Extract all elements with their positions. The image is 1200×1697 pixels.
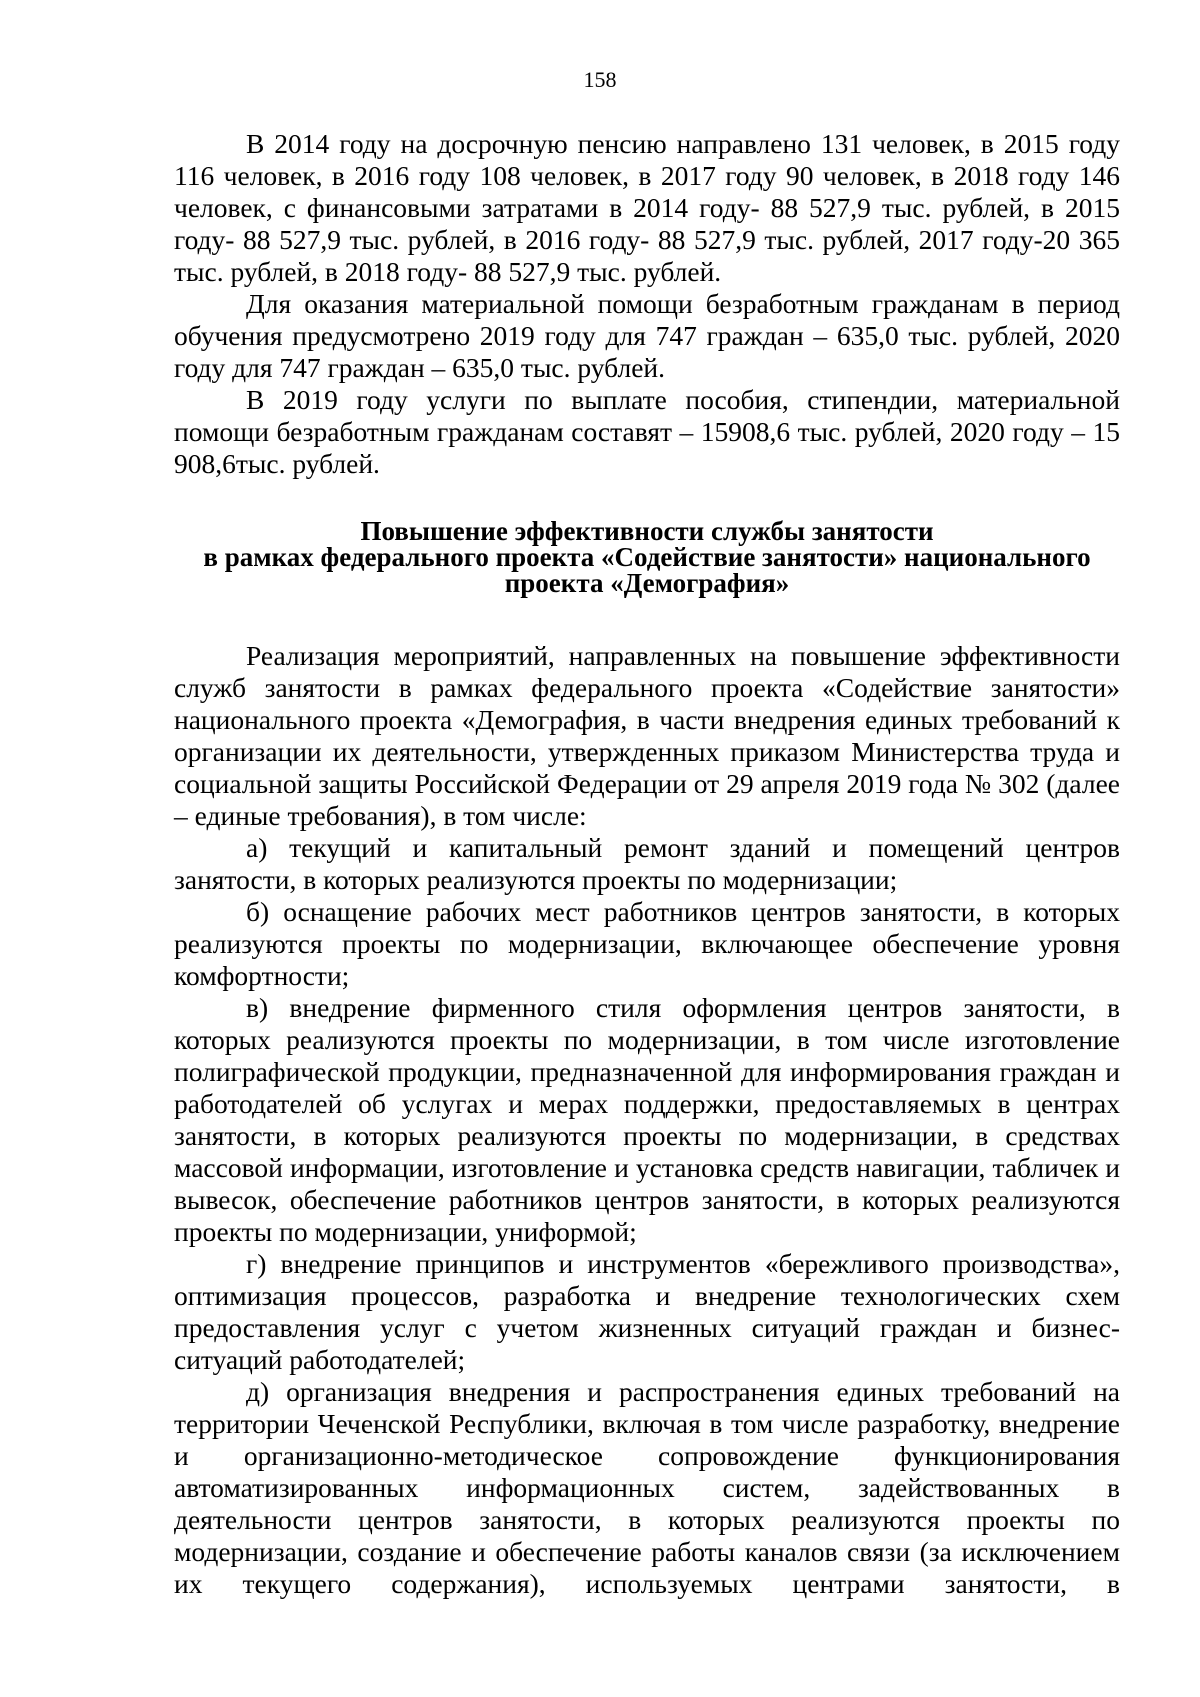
list-item-d: д) организация внедрения и распространения единых требований на территории Чеченской Республики, включая в том числе разработку, внедрение и организационно-методическое сопровождение функционирования автоматизированных информационных систем, задействованных в деятельности центров занятости, в которых реализуются проекты по модернизации, создание и обеспечение работы каналов связи (за исключением их текущего содержания), используемых центрами занятости, в [174, 1376, 1120, 1599]
list-item-a: а) текущий и капитальный ремонт зданий и помещений центров занятости, в которых реализуются проекты по модернизации; [174, 832, 1120, 895]
section-heading-line-3: проекта «Демография» [504, 568, 790, 598]
section-heading-line-2: в рамках федерального проекта «Содействие занятости» национального [203, 542, 1091, 572]
list-item-g: г) внедрение принципов и инструментов «бережливого производства», оптимизация процессов, разработка и внедрение технологических схем предоставления услуг с учетом жизненных ситуаций граждан и бизнес-ситуаций работодателей; [174, 1248, 1120, 1375]
paragraph-benefit-payments: В 2019 году услуги по выплате пособия, стипендии, материальной помощи безработным гражданам составят – 15908,6 тыс. рублей, 2020 году – 15 908,6тыс. рублей. [174, 384, 1120, 479]
section-heading-line-1: Повышение эффективности службы занятости [360, 516, 934, 546]
paragraph-material-assistance: Для оказания материальной помощи безработным гражданам в период обучения предусмотрено 2019 году для 747 граждан – 635,0 тыс. рублей, 2020 году для 747 граждан – 635,0 тыс. рублей. [174, 288, 1120, 383]
document-body [174, 128, 1120, 1600]
page-number: 158 [583, 67, 617, 92]
list-item-b: б) оснащение рабочих мест работников центров занятости, в которых реализуются проекты по модернизации, включающее обеспечение уровня комфортности; [174, 896, 1120, 991]
paragraph-implementation: Реализация мероприятий, направленных на повышение эффективности служб занятости в рамках федерального проекта «Содействие занятости» национального проекта «Демография, в части внедрения единых требований к организации их деятельности, утвержденных приказом Министерства труда и социальной защиты Российской Федерации от 29 апреля 2019 года № 302 (далее – единые требования), в том числе: [174, 640, 1120, 831]
paragraph-early-retirement: В 2014 году на досрочную пенсию направлено 131 человек, в 2015 году 116 человек, в 2016 году 108 человек, в 2017 году 90 человек, в 2018 году 146 человек, с финансовыми затратами в 2014 году- 88 527,9 тыс. рублей, в 2015 году- 88 527,9 тыс. рублей, в 2016 году- 88 527,9 тыс. рублей, 2017 году-20 365 тыс. рублей, в 2018 году- 88 527,9 тыс. рублей. [174, 128, 1120, 287]
section-heading [174, 518, 1120, 596]
list-item-v: в) внедрение фирменного стиля оформления центров занятости, в которых реализуются проекты по модернизации, в том числе изготовление полиграфической продукции, предназначенной для информирования граждан и работодателей об услугах и мерах поддержки, предоставляемых в центрах занятости, в которых реализуются проекты по модернизации, в средствах массовой информации, изготовление и установка средств навигации, табличек и вывесок, обеспечение работников центров занятости, в которых реализуются проекты по модернизации, униформой; [174, 992, 1120, 1247]
